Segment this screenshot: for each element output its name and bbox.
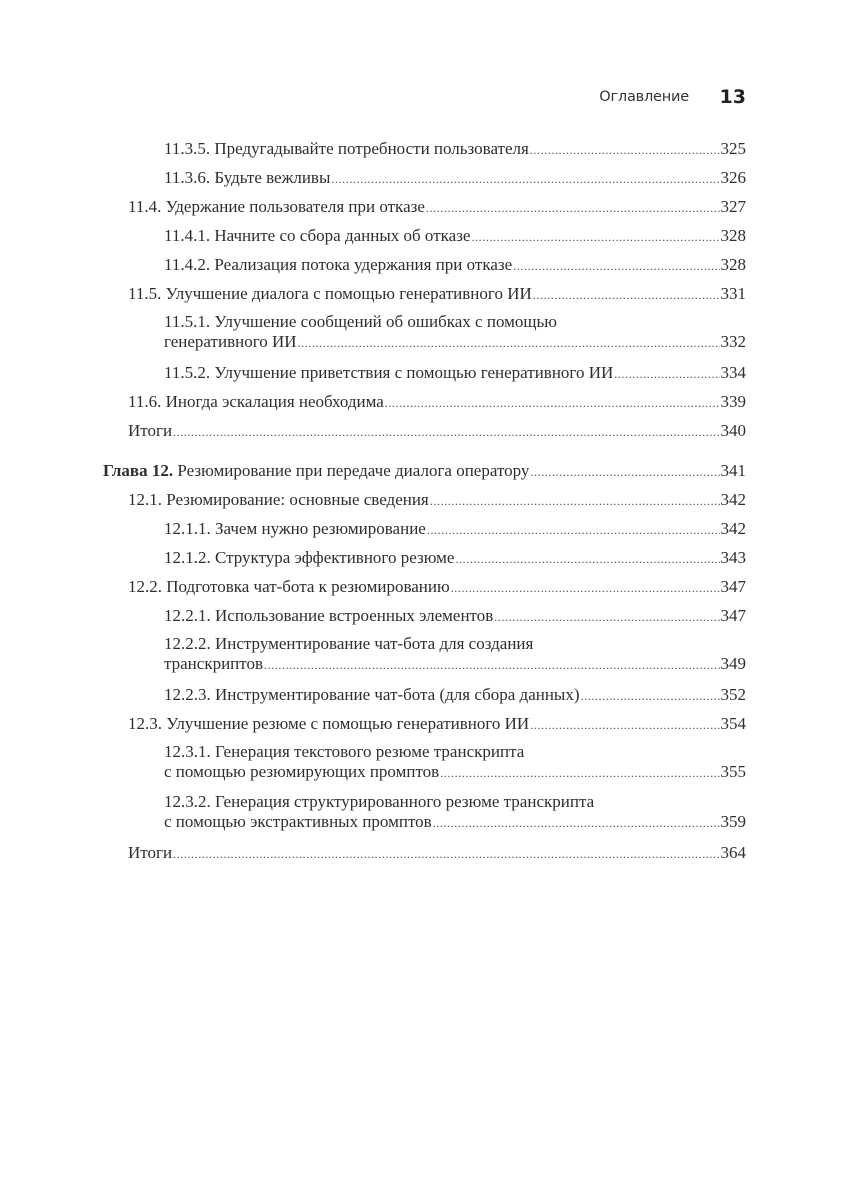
dot-leader (471, 221, 719, 252)
toc-entry-page: 340 (720, 421, 746, 440)
dot-leader (264, 654, 719, 675)
dot-leader (513, 250, 719, 281)
toc-entry-label: 12.1.2. Структура эффективного резюме (164, 548, 455, 567)
toc-entry-page: 342 (720, 519, 746, 538)
toc-entry-page: 359 (720, 812, 746, 831)
toc-entry-summary-ch11[interactable] (103, 416, 746, 445)
dot-leader (427, 514, 720, 545)
toc-entry-label: Итоги (128, 421, 173, 440)
toc-entry-page: 355 (720, 762, 746, 781)
toc-entry-label: 11.6. Иногда эскалация необходима (128, 392, 384, 411)
toc-entry-page: 326 (720, 168, 746, 187)
toc-entry-label: 11.3.6. Будьте вежливы (164, 168, 331, 187)
toc-entry-label: 11.4.2. Реализация потока удержания при отказе (164, 255, 513, 274)
toc-entry-12-1-2[interactable] (103, 543, 746, 572)
toc-entry-12-3-1[interactable] (103, 738, 746, 788)
dot-leader (173, 416, 719, 447)
toc-entry-page: 331 (720, 284, 746, 303)
toc-entry-12-2-1[interactable] (103, 601, 746, 630)
dot-leader (173, 838, 719, 869)
toc-entry-12-1[interactable] (103, 485, 746, 514)
dot-leader (494, 601, 719, 632)
toc-entry-11-5[interactable] (103, 279, 746, 308)
toc-entry-label: 11.4.1. Начните со сбора данных об отказе (164, 226, 471, 245)
toc-entry-label: 12.3. Улучшение резюме с помощью генеративного ИИ (128, 714, 530, 733)
header-section-title: Оглавление (599, 89, 689, 105)
toc-entry-11-5-2[interactable] (103, 358, 746, 387)
toc-entry-label: 12.1. Резюмирование: основные сведения (128, 490, 429, 509)
toc-entry-label: 12.2.3. Инструментирование чат-бота (для сбора данных) (164, 685, 580, 704)
toc-chapter-label (103, 456, 529, 485)
toc-entry-label-line1: 12.2.2. Инструментирование чат-бота для создания (164, 634, 534, 653)
toc-entry-label-line2: с помощью резюмирующих промптов (164, 762, 440, 781)
toc-entry-12-3[interactable] (103, 709, 746, 738)
chapter-prefix: Глава 12. (103, 461, 174, 480)
dot-leader (455, 543, 719, 574)
dot-leader (533, 279, 720, 310)
toc-entry-chapter-12[interactable] (103, 456, 746, 485)
toc-entry-page: 342 (720, 490, 746, 509)
toc-entry-12-1-1[interactable] (103, 514, 746, 543)
toc-entry-11-3-6[interactable] (103, 163, 746, 192)
toc-entry-11-4[interactable] (103, 192, 746, 221)
toc-entry-page: 364 (720, 843, 746, 862)
toc-entry-11-6[interactable] (103, 387, 746, 416)
toc-entry-page: 352 (720, 685, 746, 704)
toc-entry-12-2-3[interactable] (103, 680, 746, 709)
toc-entry-12-3-2[interactable] (103, 788, 746, 838)
toc-entry-page: 334 (720, 363, 746, 382)
toc-entry-12-2-2[interactable] (103, 630, 746, 680)
dot-leader (298, 332, 720, 353)
toc-entry-label: 12.2.1. Использование встроенных элементов (164, 606, 494, 625)
toc-entry-page: 354 (720, 714, 746, 733)
toc-entry-page: 325 (720, 139, 746, 158)
toc-entry-label-line1: 11.5.1. Улучшение сообщений об ошибках с помощью (164, 312, 557, 331)
toc-entry-page: 327 (720, 197, 746, 216)
toc-entry-page: 332 (720, 332, 746, 351)
toc-entry-page: 347 (720, 577, 746, 596)
dot-leader (426, 192, 720, 223)
toc-entry-summary-ch12[interactable] (103, 838, 746, 867)
toc-entry-label-line2: транскриптов (164, 654, 264, 673)
toc-entry-label: 12.1.1. Зачем нужно резюмирование (164, 519, 426, 538)
dot-leader (385, 387, 720, 418)
toc-entry-11-3-5[interactable] (103, 134, 746, 163)
toc-entry-label: 12.2. Подготовка чат-бота к резюмированию (128, 577, 450, 596)
toc-entry-11-4-1[interactable] (103, 221, 746, 250)
toc-entry-label-line1: 12.3.2. Генерация структурированного резюме транскрипта (164, 792, 595, 811)
dot-leader (614, 358, 719, 389)
dot-leader (530, 456, 719, 487)
toc-entry-label-line1: 12.3.1. Генерация текстового резюме транскрипта (164, 742, 525, 761)
dot-leader (331, 163, 719, 194)
dot-leader (581, 680, 720, 711)
running-header (0, 86, 849, 112)
toc-entry-label-line2: генеративного ИИ (164, 332, 297, 351)
toc-entry-page: 343 (720, 548, 746, 567)
toc-entry-label-line2: с помощью экстрактивных промптов (164, 812, 432, 831)
dot-leader (530, 709, 719, 740)
toc-entry-page: 339 (720, 392, 746, 411)
dot-leader (451, 572, 720, 603)
toc-entry-page: 328 (720, 226, 746, 245)
toc-entry-label: 11.4. Удержание пользователя при отказе (128, 197, 425, 216)
header-page-number: 13 (719, 86, 746, 108)
toc-entry-page: 328 (720, 255, 746, 274)
toc-entry-label: 11.3.5. Предугадывайте потребности пользователя (164, 139, 529, 158)
chapter-title: Резюмирование при передаче диалога оператору (177, 461, 530, 480)
dot-leader (430, 485, 720, 516)
toc-entry-11-5-1[interactable] (103, 308, 746, 358)
toc-entry-label: 11.5.2. Улучшение приветствия с помощью генеративного ИИ (164, 363, 614, 382)
dot-leader (530, 134, 720, 165)
toc-entry-page: 349 (720, 654, 746, 673)
toc-entry-page: 347 (720, 606, 746, 625)
dot-leader (433, 812, 720, 833)
toc-entry-label: Итоги (128, 843, 173, 862)
toc-entry-label: 11.5. Улучшение диалога с помощью генеративного ИИ (128, 284, 532, 303)
toc-entry-page: 341 (720, 461, 746, 480)
table-of-contents (103, 134, 746, 867)
dot-leader (440, 762, 719, 783)
toc-entry-12-2[interactable] (103, 572, 746, 601)
toc-entry-11-4-2[interactable] (103, 250, 746, 279)
